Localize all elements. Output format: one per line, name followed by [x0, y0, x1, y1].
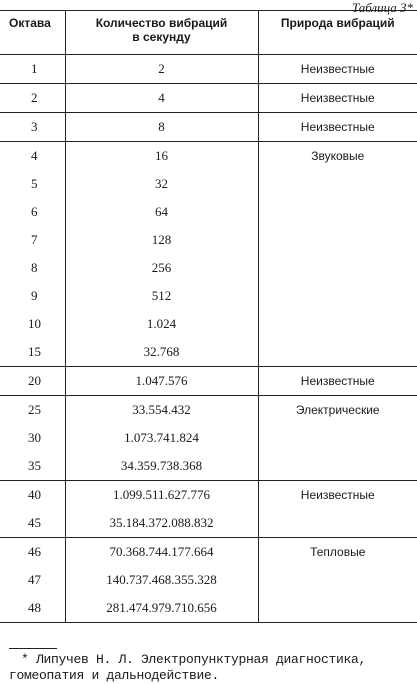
- nature-cell: [258, 55, 417, 84]
- footnote-rule: [9, 648, 57, 649]
- nature-cell: [258, 142, 417, 171]
- nature-empty: [259, 566, 417, 594]
- header-octave: Октава: [0, 11, 65, 55]
- octave-value: 6: [31, 204, 38, 219]
- vibrations-cell: [65, 481, 258, 510]
- vibrations-cell: [65, 113, 258, 142]
- vibrations-cell: [65, 538, 258, 567]
- nature-cell: [258, 198, 417, 226]
- octave-value: 7: [31, 232, 38, 247]
- nature-value: Неизвестные: [300, 91, 375, 105]
- nature-cell: [258, 113, 417, 142]
- nature-cell: [258, 566, 417, 594]
- vibrations-value: 16: [155, 148, 168, 163]
- table-row: [0, 113, 417, 142]
- vibrations-value: 35.184.372.088.832: [109, 515, 214, 530]
- nature-value: Неизвестные: [300, 374, 375, 388]
- vibrations-cell: [65, 198, 258, 226]
- octave-value: 47: [28, 572, 41, 587]
- octave-cell: [0, 142, 65, 171]
- nature-value: Неизвестные: [300, 488, 375, 502]
- vibrations-value: 70.368.744.177.664: [109, 544, 214, 559]
- octave-value: 1: [31, 61, 38, 76]
- nature-cell: [258, 84, 417, 113]
- octave-value: 8: [31, 260, 38, 275]
- octave-value: 5: [31, 176, 38, 191]
- vibrations-cell: [65, 226, 258, 254]
- nature-empty: [259, 594, 417, 622]
- nature-cell: [258, 282, 417, 310]
- nature-cell: [258, 338, 417, 367]
- octave-cell: [0, 226, 65, 254]
- vibrations-value: 281.474.979.710.656: [106, 600, 217, 615]
- nature-empty: [259, 338, 417, 366]
- octave-cell: [0, 113, 65, 142]
- vibrations-value: 128: [151, 232, 172, 247]
- vibrations-cell: [65, 452, 258, 481]
- octave-value: 48: [28, 600, 41, 615]
- vibrations-cell: [65, 594, 258, 623]
- nature-cell: [258, 254, 417, 282]
- octave-cell: [0, 594, 65, 623]
- nature-empty: [259, 198, 417, 226]
- table-row: [0, 566, 417, 594]
- table-row: [0, 452, 417, 481]
- nature-cell: [258, 424, 417, 452]
- octave-value: 46: [28, 544, 41, 559]
- table-body: [0, 55, 417, 623]
- vibrations-value: 32: [155, 176, 168, 191]
- nature-value: Тепловые: [310, 545, 366, 559]
- table-row: [0, 396, 417, 425]
- nature-cell: [258, 509, 417, 538]
- vibrations-cell: [65, 84, 258, 113]
- vibrations-cell: [65, 367, 258, 396]
- header-vibrations: [65, 11, 258, 55]
- nature-cell: [258, 170, 417, 198]
- nature-empty: [259, 424, 417, 452]
- vibrations-cell: [65, 424, 258, 452]
- nature-value: Неизвестные: [300, 62, 375, 76]
- nature-empty: [259, 282, 417, 310]
- table-row: [0, 170, 417, 198]
- octave-cell: [0, 396, 65, 425]
- nature-value: Звуковые: [311, 149, 365, 163]
- octave-value: 25: [28, 402, 41, 417]
- vibrations-cell: [65, 310, 258, 338]
- table-row: [0, 55, 417, 84]
- octave-cell: [0, 452, 65, 481]
- octave-value: 3: [31, 119, 38, 134]
- nature-cell: [258, 452, 417, 481]
- vibrations-cell: [65, 566, 258, 594]
- nature-cell: [258, 396, 417, 425]
- vibrations-value: 1.024: [146, 316, 177, 331]
- octave-cell: [0, 170, 65, 198]
- vibrations-value: 64: [155, 204, 168, 219]
- table-row: [0, 142, 417, 171]
- vibrations-value: 1.073.741.824: [124, 430, 199, 445]
- octave-value: 10: [28, 316, 41, 331]
- vibrations-cell: [65, 170, 258, 198]
- nature-cell: [258, 226, 417, 254]
- octave-cell: [0, 338, 65, 367]
- octave-cell: [0, 509, 65, 538]
- vibrations-value: 1.047.576: [135, 373, 188, 388]
- table-row: [0, 338, 417, 367]
- table-row: [0, 282, 417, 310]
- nature-empty: [259, 452, 417, 480]
- nature-empty: [259, 254, 417, 282]
- table-row: [0, 424, 417, 452]
- octave-cell: [0, 538, 65, 567]
- table-row: [0, 310, 417, 338]
- footnote: * Липучев Н. Л. Электропунктурная диагностика, гомеопатия и дальнодействие.: [9, 652, 367, 683]
- vibrations-value: 32.768: [143, 344, 180, 359]
- nature-cell: [258, 481, 417, 510]
- vibration-octave-table: [0, 10, 417, 623]
- octave-value: 40: [28, 487, 41, 502]
- header-vibrations-line2: в секунду: [132, 30, 191, 44]
- vibrations-value: 8: [158, 119, 165, 134]
- vibrations-value: 33.554.432: [132, 402, 191, 417]
- header-vibrations-line1: Количество вибраций: [95, 16, 228, 30]
- table-caption: Таблица 3*: [351, 0, 413, 15]
- vibrations-value: 1.099.511.627.776: [112, 487, 211, 502]
- nature-empty: [259, 170, 417, 198]
- vibrations-cell: [65, 396, 258, 425]
- header-nature: Природа вибраций: [258, 11, 417, 55]
- vibrations-value: 512: [151, 288, 172, 303]
- vibrations-value: 4: [158, 90, 165, 105]
- nature-cell: [258, 310, 417, 338]
- nature-cell: [258, 538, 417, 567]
- vibrations-value: 256: [151, 260, 172, 275]
- table-row: [0, 481, 417, 510]
- vibrations-cell: [65, 338, 258, 367]
- nature-empty: [259, 509, 417, 537]
- octave-cell: [0, 367, 65, 396]
- table-row: [0, 594, 417, 623]
- vibrations-cell: [65, 142, 258, 171]
- octave-cell: [0, 481, 65, 510]
- vibrations-cell: [65, 282, 258, 310]
- vibrations-cell: [65, 509, 258, 538]
- octave-value: 35: [28, 458, 41, 473]
- octave-cell: [0, 566, 65, 594]
- vibrations-value: 140.737.468.355.328: [106, 572, 217, 587]
- octave-value: 15: [28, 344, 41, 359]
- octave-cell: [0, 424, 65, 452]
- nature-empty: [259, 226, 417, 254]
- octave-cell: [0, 84, 65, 113]
- table-header-row: [0, 11, 417, 55]
- table-row: [0, 84, 417, 113]
- octave-value: 2: [31, 90, 38, 105]
- table-row: [0, 538, 417, 567]
- nature-cell: [258, 367, 417, 396]
- vibrations-value: 34.359.738.368: [120, 458, 203, 473]
- nature-empty: [259, 310, 417, 338]
- table-row: [0, 367, 417, 396]
- table-row: [0, 198, 417, 226]
- octave-value: 45: [28, 515, 41, 530]
- octave-value: 20: [28, 373, 41, 388]
- octave-cell: [0, 198, 65, 226]
- table-row: [0, 254, 417, 282]
- octave-value: 9: [31, 288, 38, 303]
- octave-cell: [0, 282, 65, 310]
- vibrations-cell: [65, 254, 258, 282]
- vibrations-value: 2: [158, 61, 165, 76]
- octave-cell: [0, 55, 65, 84]
- octave-cell: [0, 310, 65, 338]
- table-row: [0, 509, 417, 538]
- nature-value: Неизвестные: [300, 120, 375, 134]
- nature-cell: [258, 594, 417, 623]
- vibrations-cell: [65, 55, 258, 84]
- table-row: [0, 226, 417, 254]
- octave-cell: [0, 254, 65, 282]
- octave-value: 30: [28, 430, 41, 445]
- octave-value: 4: [31, 148, 38, 163]
- nature-value: Электрические: [295, 403, 380, 417]
